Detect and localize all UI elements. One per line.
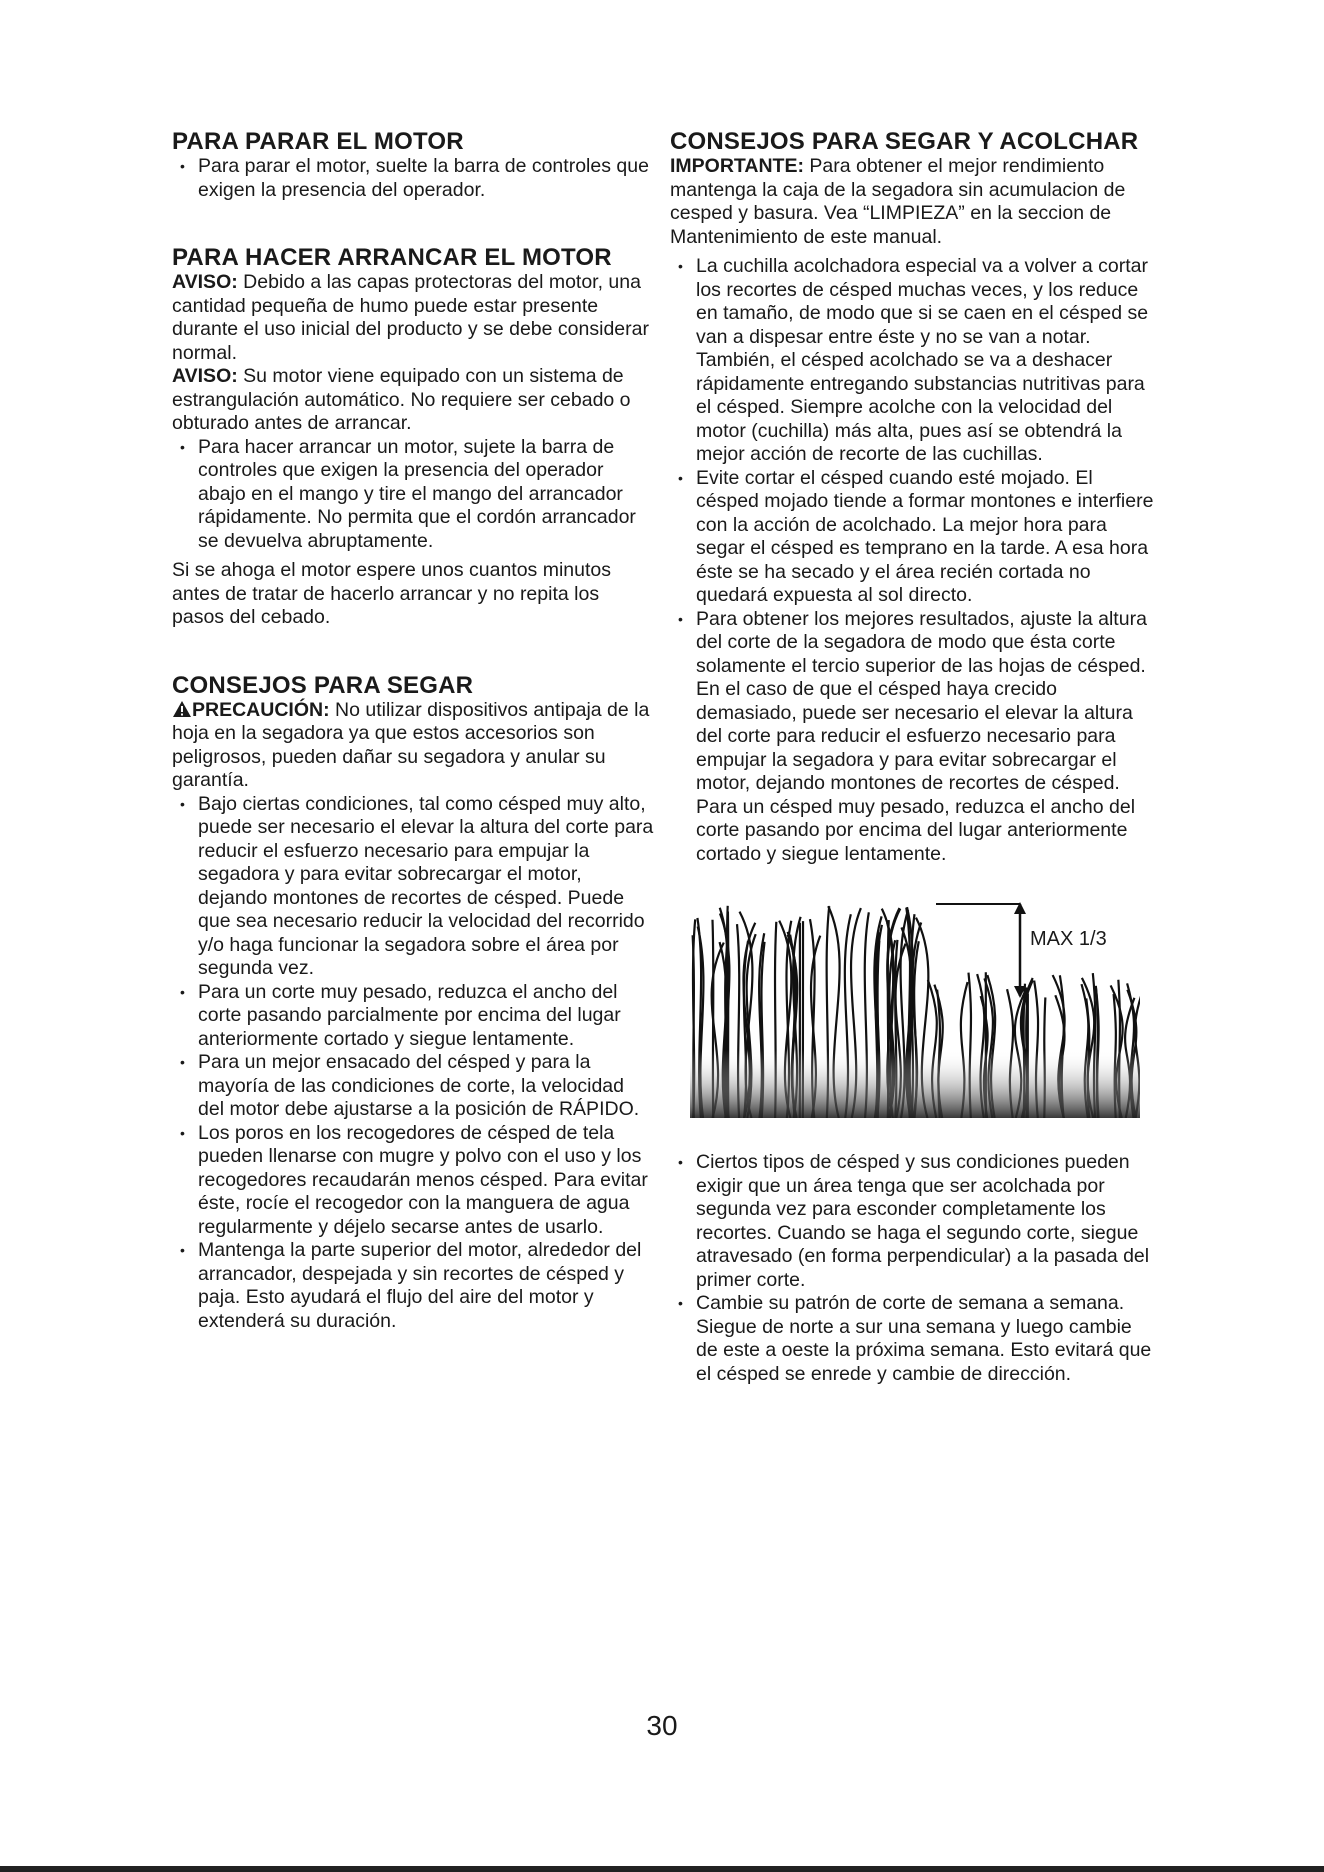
list-item: • Bajo ciertas condiciones, tal como césped muy alto, puede ser necesario el elevar la altura del corte para reducir el esfuerzo necesario para empujar la segadora y para evitar sobrecargar el motor, dejando montones de recortes de césped. Puede que sea necesario reducir la velocidad del recorrido y/o haga funcionar la segadora sobre el área por segunda vez. <box>172 793 654 981</box>
figure-label: MAX 1/3 <box>1030 928 1107 950</box>
aviso-label: AVISO: <box>172 271 238 293</box>
ahogado-paragraph: Si se ahoga el motor espere unos cuantos minutos antes de tratar de hacerlo arrancar y no repita los pasos del cebado. <box>172 559 612 628</box>
precaucion-paragraph <box>172 699 654 793</box>
consejos-list <box>172 793 654 1334</box>
list-item: • Para obtener los mejores resultados, ajuste la altura del corte de la segadora de modo que ésta corte solamente el tercio superior de las hojas de césped. En el caso de que el césped haya crecido demasiado, puede ser necesario el elevar la altura del corte para reducir el esfuerzo necesario para empujar la segadora y para evitar sobrecargar el motor, dejando montones de recortes de césped. Para un césped muy pesado, reduzca el ancho del corte pasando por encima del lugar anteriormente cortado y siegue lentamente. <box>670 608 1158 867</box>
list-item: • Mantenga la parte superior del motor, alrededor del arrancador, despejada y sin recortes de césped y paja. Esto ayudará el flujo del aire del motor y extenderá su duración. <box>172 1239 654 1333</box>
precaucion-label: PRECAUCIÓN: <box>192 698 330 721</box>
right-column <box>670 128 1158 1386</box>
acolchar-list-2 <box>670 1151 1158 1386</box>
precaucion-text: No utilizar dispositivos antipaja de la hoja en la segadora ya que estos accesorios son peligrosos, pueden dañar su segadora y anular su garantía. <box>172 698 650 791</box>
grass-illustration <box>690 900 1140 1118</box>
list-item: • Para hacer arrancar un motor, sujete la barra de controles que exigen la presencia del operador abajo en el mango y tire el mango del arrancador rápidamente. No permita que el cordón arrancador se devuelva abruptamente. <box>172 436 654 554</box>
list-item: • Los poros en los recogedores de césped de tela pueden llenarse con mugre y polvo con el uso y los recogedores recaudarán menos césped. Para evitar éste, rocíe el recogedor con la manguera de agua regularmente y déjelo secarse antes de usarlo. <box>172 1122 654 1240</box>
left-column <box>172 128 654 1333</box>
list-item: • Para un mejor ensacado del césped y para la mayoría de las condiciones de corte, la velocidad del motor debe ajustarse a la posición de RÁPIDO. <box>172 1051 654 1122</box>
page-number: 30 <box>646 1710 678 1741</box>
aviso-text: Su motor viene equipado con un sistema de estrangulación automático. No requiere ser cebado o obturado antes de arrancar. <box>172 365 631 434</box>
grass-height-figure <box>690 900 1158 1123</box>
section-title-parar: PARA PARAR EL MOTOR <box>172 128 464 155</box>
parar-list <box>172 155 654 202</box>
importante-label: IMPORTANTE: <box>670 155 804 177</box>
arrancar-list <box>172 436 654 554</box>
aviso-paragraph-1 <box>172 271 654 365</box>
section-title-acolchar: CONSEJOS PARA SEGAR Y ACOLCHAR <box>670 128 1139 155</box>
acolchar-list <box>670 255 1158 866</box>
bottom-border <box>0 1866 1324 1872</box>
warning-icon <box>172 700 192 718</box>
section-title-consejos: CONSEJOS PARA SEGAR <box>172 671 474 699</box>
aviso-text: Debido a las capas protectoras del motor, una cantidad pequeña de humo puede estar presente durante el uso inicial del producto y se debe considerar normal. <box>172 271 649 364</box>
list-item: • Para un corte muy pesado, reduzca el ancho del corte pasando parcialmente por encima del lugar anteriormente cortado y siegue lentamente. <box>172 981 654 1052</box>
list-item: • Cambie su patrón de corte de semana a semana. Siegue de norte a sur una semana y luego cambie de este a oeste la próxima semana. Esto evitará que el césped se enrede y cambie de dirección. <box>670 1292 1158 1386</box>
list-item: • Ciertos tipos de césped y sus condiciones pueden exigir que un área tenga que ser acolchada por segunda vez para esconder completamente los recortes. Cuando se haga el segundo corte, siegue atravesado (en forma perpendicular) a la pasada del primer corte. <box>670 1151 1158 1292</box>
list-item: • La cuchilla acolchadora especial va a volver a cortar los recortes de césped muchas veces, y los reduce en tamaño, de modo que si se caen en el césped se van a dispesar entre éste y no se van a notar. También, el césped acolchado se va a deshacer rápidamente entregando substancias nutritivas para el césped. Siempre acolche con la velocidad del motor (cuchilla) más alta, pues así se obtendrá la mejor acción de recorte de las cuchillas. <box>670 255 1158 467</box>
aviso-label: AVISO: <box>172 365 238 387</box>
aviso-paragraph-2 <box>172 365 654 436</box>
importante-paragraph <box>670 155 1158 249</box>
list-item: • Evite cortar el césped cuando esté mojado. El césped mojado tiende a formar montones e interfiere con la acción de acolchado. La mejor hora para segar el césped es temprano en la tarde. A esa hora éste se ha secado y el área recién cortada no quedará expuesta al sol directo. <box>670 467 1158 608</box>
list-item: • Para parar el motor, suelte la barra de controles que exigen la presencia del operador. <box>172 155 654 202</box>
importante-text: Para obtener el mejor rendimiento mantenga la caja de la segadora sin acumulacion de cesped y basura. Vea “LIMPIEZA” en la seccion de Mantenimiento de este manual. <box>670 155 1126 248</box>
section-title-arrancar: PARA HACER ARRANCAR EL MOTOR <box>172 244 612 271</box>
